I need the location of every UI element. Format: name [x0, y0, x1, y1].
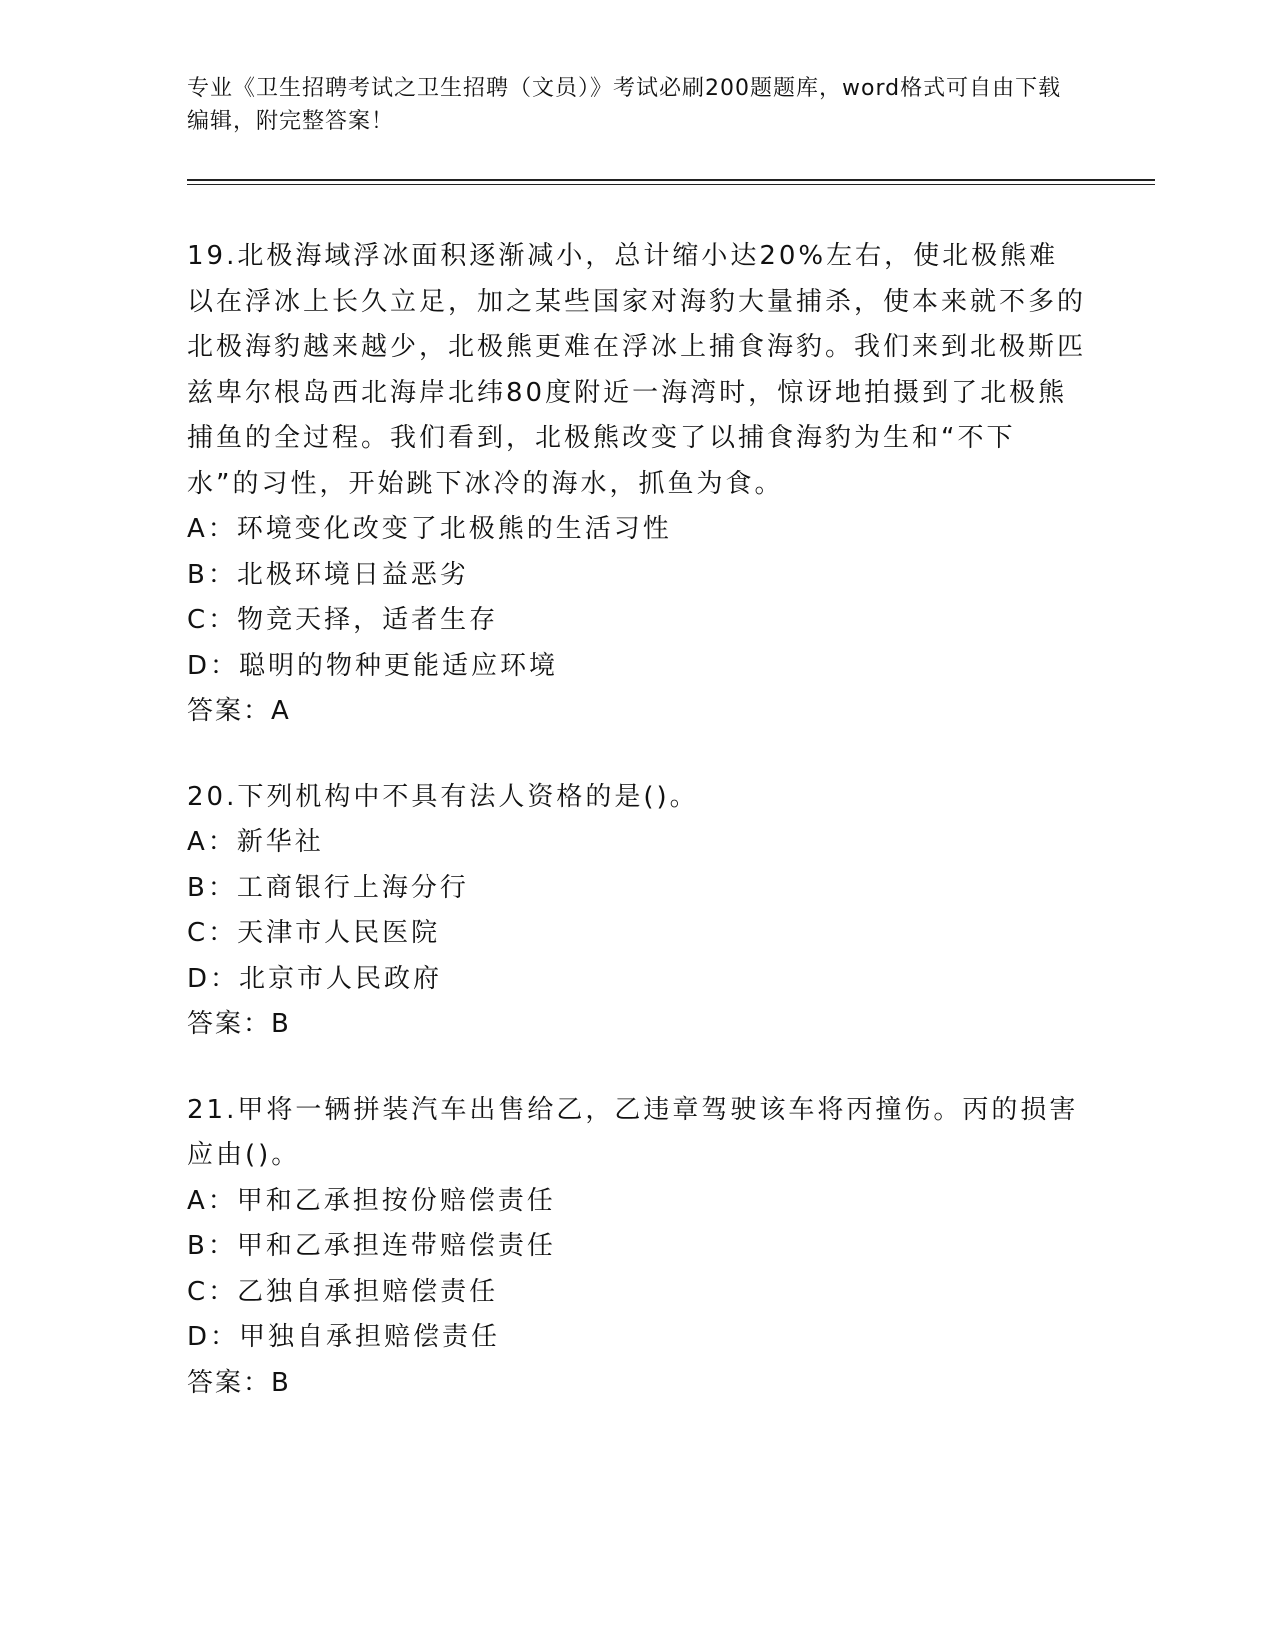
- answer-line: 答案：B: [187, 1367, 291, 1398]
- question-stem: 19.北极海域浮冰面积逐渐减小，总计缩小达20%左右，使北极熊难以在浮冰上长久立足，加之某些国家对海豹大量捕杀，使本来就不多的北极海豹越来越少，北极熊更难在浮冰上捕食海豹。我们来到北极斯匹兹卑尔根岛西北海岸北纬80度附近一海湾时，惊讶地拍摄到了北极熊捕鱼的全过程。我们看到，北极熊改变了以捕食海豹为生和“不下水”的习性，开始跳下冰冷的海水，抓鱼为食。: [187, 241, 1087, 499]
- question-stem: 20.下列机构中不具有法人资格的是()。: [187, 781, 699, 812]
- question-stem: 21.甲将一辆拼装汽车出售给乙，乙违章驾驶该车将丙撞伤。丙的损害应由()。: [187, 1094, 1079, 1170]
- question-19: [187, 234, 1087, 735]
- option-b: B：北极环境日益恶劣: [187, 559, 469, 590]
- header-rule-thick: [187, 179, 1155, 181]
- option-d: D：甲独自承担赔偿责任: [187, 1322, 501, 1352]
- option-a: A：环境变化改变了北极熊的生活习性: [187, 514, 672, 544]
- option-a: A：甲和乙承担按份赔偿责任: [187, 1185, 556, 1216]
- option-a: A：新华社: [187, 827, 324, 857]
- question-20: [187, 775, 1087, 1048]
- option-b: B：工商银行上海分行: [187, 872, 469, 903]
- document-header: 专业《卫生招聘考试之卫生招聘（文员）》考试必刷200题题库，word格式可自由下载编辑，附完整答案！: [187, 76, 1062, 134]
- option-d: D：北京市人民政府: [187, 963, 443, 994]
- answer-line: 答案：A: [187, 696, 291, 726]
- option-b: B：甲和乙承担连带赔偿责任: [187, 1231, 556, 1261]
- header-rule-thin: [187, 184, 1155, 185]
- option-d: D：聪明的物种更能适应环境: [187, 650, 559, 681]
- option-c: C：乙独自承担赔偿责任: [187, 1276, 499, 1307]
- question-list: [187, 234, 1087, 1446]
- option-c: C：天津市人民医院: [187, 918, 441, 948]
- option-c: C：物竞天择，适者生存: [187, 605, 499, 635]
- answer-line: 答案：B: [187, 1009, 291, 1039]
- question-21: [187, 1088, 1087, 1407]
